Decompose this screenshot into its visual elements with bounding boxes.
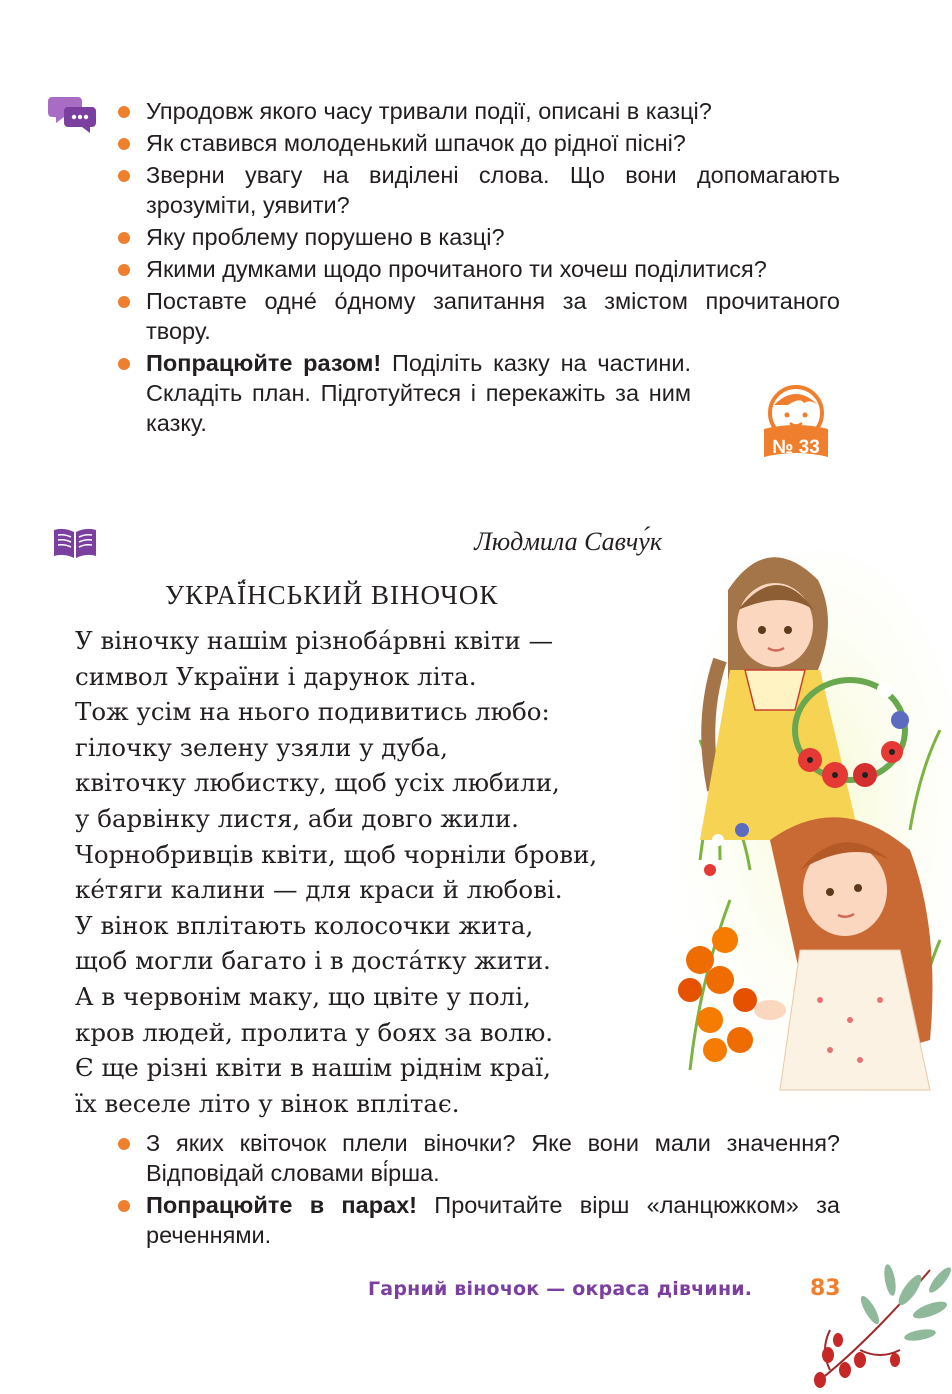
poem-line: У вінок вплітають колосочки жита,: [75, 910, 534, 940]
girls-with-wreaths-illustration: [660, 530, 952, 1110]
badge-label: № 33: [772, 437, 820, 458]
bullet: [118, 232, 130, 244]
chat-bubbles-icon: [48, 93, 98, 133]
bullet: [118, 106, 130, 118]
poem-line: у барвінку листя, аби довго жили.: [75, 803, 519, 833]
question-item: Попрацюйте разом! Поділіть казку на частини. Складіть план. Підготуйтеся і перекажіть за ним казку.: [118, 348, 691, 438]
poem-line: Чорнобривців квіти, щоб чорніли брови,: [75, 839, 598, 869]
question-item: З яких квіточок плели віночки? Яке вони мали значення? Відповідай словами ві́рша.: [118, 1128, 840, 1188]
poem-text: [75, 623, 695, 1121]
bullet: [118, 138, 130, 150]
bullet: [118, 1200, 130, 1212]
question-item: Якими думками щодо прочитаного ти хочеш поділитися?: [118, 254, 840, 284]
follow-up-questions: [118, 1128, 840, 1252]
bullet: [118, 1138, 130, 1150]
poem-line: щоб могли багато і в доста́тку жити.: [75, 946, 551, 976]
poem-line: їх веселе літо у вінок вплітає.: [75, 1088, 460, 1118]
bullet: [118, 264, 130, 276]
poem-line: Тож усім на нього подивитись любо:: [75, 697, 550, 727]
poem-line: гілочку зелену узяли у дуба,: [75, 732, 448, 762]
poem-line: ке́тяги калини — для краси й любові.: [75, 875, 563, 905]
page-number: 83: [810, 1276, 841, 1301]
berry-sprig-icon: [800, 1260, 952, 1394]
poem-title: УКРАЇ́НСЬКИЙ ВІНОЧОК: [165, 580, 499, 610]
poem-line: квіточку любистку, щоб усіх любили,: [75, 768, 560, 798]
question-item: Поставте одне́ о́дному запитання за змістом прочитаного твору.: [118, 286, 840, 346]
poem-line: кров людей, пролита у боях за волю.: [75, 1017, 554, 1047]
poem-line: У віночку нашім різноба́рвні квіти —: [75, 626, 554, 655]
bullet: [118, 358, 130, 370]
question-item: Зверни увагу на виділені слова. Що вони допомагають зрозуміти, уявити?: [118, 160, 840, 220]
reading-child-icon: [758, 383, 834, 465]
question-item: Як ставився молоденький шпачок до рідної пісні?: [118, 128, 840, 158]
poem-author: Людмила Савчу́к: [474, 527, 662, 556]
question-item: Яку проблему порушено в казці?: [118, 222, 840, 252]
poem-line: символ України і дарунок літа.: [75, 661, 477, 691]
open-book-icon: [52, 526, 98, 560]
bullet: [118, 296, 130, 308]
discussion-questions: [118, 96, 840, 440]
bullet: [118, 170, 130, 182]
question-item: Попрацюйте в парах! Прочитайте вірш «ланцюжком» за реченнями.: [118, 1190, 840, 1250]
poem-line: Є ще різні квіти в нашім ріднім краї,: [75, 1053, 551, 1083]
question-item: Упродовж якого часу тривали події, описані в казці?: [118, 96, 840, 126]
footer-proverb: Гарний віночок — окраса дівчини.: [368, 1278, 753, 1300]
poem-line: А в червонім маку, що цвіте у полі,: [75, 981, 531, 1011]
